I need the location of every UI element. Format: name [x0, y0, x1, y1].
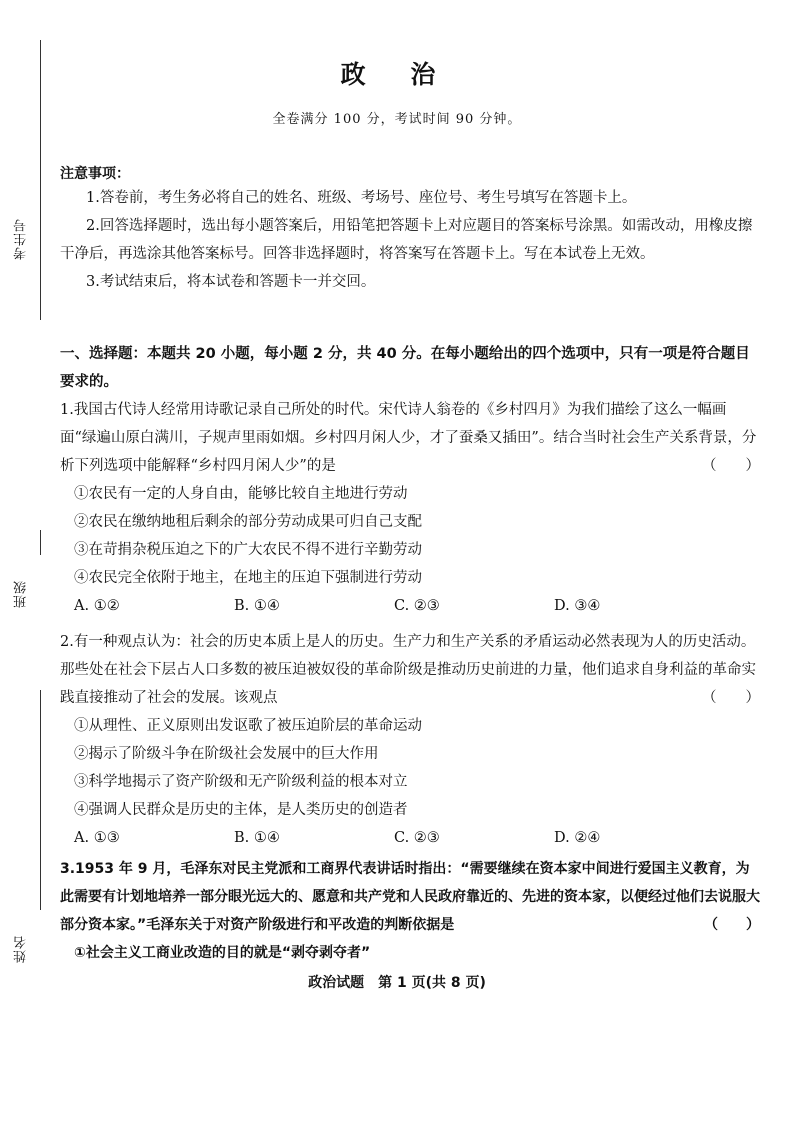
- question-3: [60, 855, 760, 967]
- choice-c: C. ②③: [394, 830, 440, 846]
- page-title: 政 治: [340, 60, 454, 89]
- notice-list: [60, 184, 760, 296]
- option-statement: ③科学地揭示了资产阶级和无产阶级利益的根本对立: [74, 774, 408, 790]
- page-footer: 政治试题 第 1 页(共 8 页): [308, 975, 486, 991]
- option-statement: ②揭示了阶级斗争在阶级社会发展中的巨大作用: [74, 746, 379, 762]
- question-stem: [60, 855, 760, 939]
- margin-line-lower: [40, 690, 41, 910]
- option-statement: ④强调人民群众是历史的主体，是人类历史的创造者: [74, 802, 408, 818]
- choice-d: D. ②④: [554, 830, 601, 846]
- notice-item: 2.回答选择题时，选出每小题答案后，用铅笔把答题卡上对应题目的答案标号涂黑。如需改动，用橡皮擦干净后，再选涂其他答案标号。回答非选择题时，将答案写在答题卡上。写在本试卷上无效。: [60, 218, 753, 262]
- margin-line-middle: [40, 530, 41, 555]
- question-stem: [60, 628, 760, 712]
- option-statement: ④农民完全依附于地主，在地主的压迫下强制进行劳动: [74, 570, 422, 586]
- question-stem-text: 3.1953 年 9 月，毛泽东对民主党派和工商界代表讲话时指出：“需要继续在资本家中间进行爱国主义教育，为此需要有计划地培养一部分眼光远大的、愿意和共产党和人民政府靠近的、先进的资本家，以便经过他们去说服大部分资本家。”毛泽东关于对资产阶级进行和平改造的判断依据是: [60, 861, 760, 933]
- option-statement: ②农民在缴纳地租后剩余的部分劳动成果可归自己支配: [74, 514, 422, 530]
- option-statement: ①从理性、正义原则出发讴歌了被压迫阶层的革命运动: [74, 718, 422, 734]
- option-statement: ①农民有一定的人身自由，能够比较自主地进行劳动: [74, 486, 408, 502]
- choice-c: C. ②③: [394, 598, 440, 614]
- notice-heading: 注意事项：: [60, 166, 130, 182]
- answer-bracket: （ ）: [704, 917, 760, 933]
- choice-b: B. ①④: [234, 598, 280, 614]
- choice-d: D. ③④: [554, 598, 601, 614]
- question-2: [60, 628, 760, 852]
- side-label-name: 姓名: [14, 935, 29, 963]
- question-1: [60, 396, 760, 620]
- notice-item: 1.答卷前，考生务必将自己的姓名、班级、考场号、座位号、考生号填写在答题卡上。: [86, 190, 637, 206]
- choice-b: B. ①④: [234, 830, 280, 846]
- choice-a: A. ①②: [74, 598, 120, 614]
- page-subtitle: 全卷满分 100 分，考试时间 90 分钟。: [272, 112, 522, 127]
- side-label-class: 班级: [14, 580, 29, 608]
- question-stem-text: 1.我国古代诗人经常用诗歌记录自己所处的时代。宋代诗人翁卷的《乡村四月》为我们描绘了这么一幅画面“绿遍山原白满川，子规声里雨如烟。乡村四月闲人少，才了蚕桑又插田”。结合当时社会生产关系背景，分析下列选项中能解释“乡村四月闲人少”的是: [60, 402, 757, 474]
- question-stem-text: 2.有一种观点认为：社会的历史本质上是人的历史。生产力和生产关系的矛盾运动必然表现为人的历史活动。那些处在社会下层占人口多数的被压迫被奴役的革命阶级是推动历史前进的力量，他们追求自身利益的革命实践直接推动了社会的发展。该观点: [60, 634, 756, 706]
- choice-a: A. ①③: [74, 830, 120, 846]
- answer-bracket: （ ）: [702, 458, 760, 474]
- answer-bracket: （ ）: [702, 690, 760, 706]
- question-stem: [60, 396, 760, 480]
- notice-item: 3.考试结束后，将本试卷和答题卡一并交回。: [86, 274, 376, 290]
- side-label-exam-no: 考生号: [14, 218, 29, 260]
- option-statement: ①社会主义工商业改造的目的就是“剥夺剥夺者”: [74, 945, 371, 961]
- section-heading: 一、选择题：本题共 20 小题，每小题 2 分，共 40 分。在每小题给出的四个选项中，只有一项是符合题目要求的。: [60, 346, 750, 390]
- answer-choices: [60, 824, 760, 852]
- option-statement: ③在苛捐杂税压迫之下的广大农民不得不进行辛勤劳动: [74, 542, 422, 558]
- answer-choices: [60, 592, 760, 620]
